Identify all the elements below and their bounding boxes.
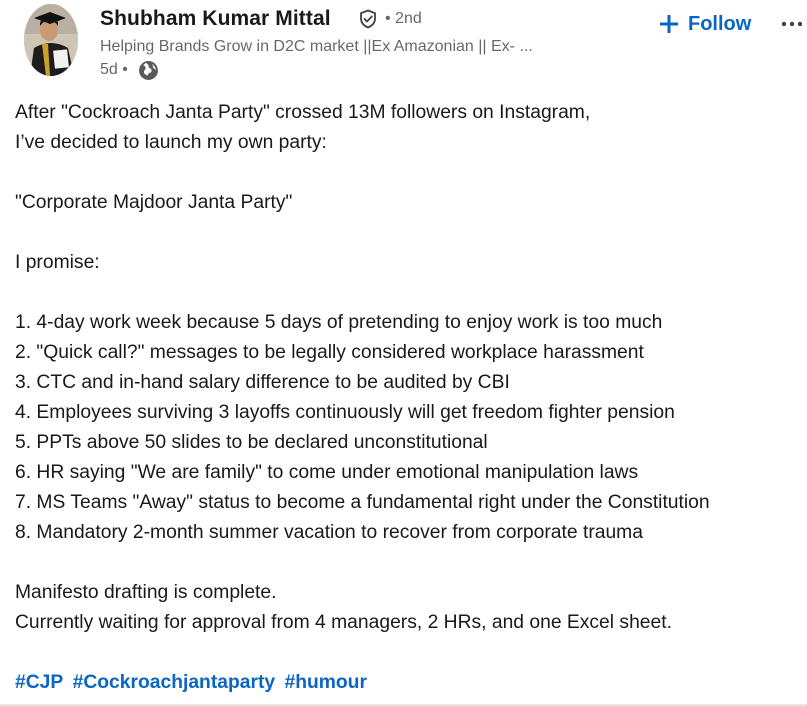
- globe-icon: [138, 60, 159, 81]
- post-text-line: After "Cockroach Janta Party" crossed 13M followers on Instagram,: [15, 102, 591, 123]
- promise-item: 7. MS Teams "Away" status to become a fundamental right under the Constitution: [15, 492, 710, 513]
- author-name[interactable]: Shubham Kumar Mittal: [100, 7, 331, 30]
- paragraph-spacer: [15, 548, 805, 578]
- promise-item: 8. Mandatory 2-month summer vacation to recover from corporate trauma: [15, 522, 643, 543]
- closing-line: Currently waiting for approval from 4 managers, 2 HRs, and one Excel sheet.: [15, 612, 672, 633]
- hashtag-list: [15, 668, 805, 698]
- party-name: "Corporate Majdoor Janta Party": [15, 192, 293, 213]
- promise-item: 4. Employees surviving 3 layoffs continuously will get freedom fighter pension: [15, 402, 675, 423]
- paragraph-spacer: [15, 278, 805, 308]
- follow-button[interactable]: [658, 9, 751, 39]
- paragraph-spacer: [15, 158, 805, 188]
- profile-photo: [24, 4, 78, 76]
- verified-shield-icon: [358, 9, 378, 29]
- promise-item: 3. CTC and in-hand salary difference to be audited by CBI: [15, 372, 510, 393]
- paragraph-spacer: [15, 638, 805, 668]
- promise-item: 2. "Quick call?" messages to be legally considered workplace harassment: [15, 342, 644, 363]
- plus-icon: [658, 13, 680, 35]
- promise-item: 6. HR saying "We are family" to come under emotional manipulation laws: [15, 462, 639, 483]
- connection-degree: • 2nd: [385, 10, 422, 27]
- promise-item: 1. 4-day work week because 5 days of pretending to enjoy work is too much: [15, 312, 663, 333]
- post-body: [15, 98, 805, 698]
- hashtag-link[interactable]: #Cockroachjantaparty: [72, 672, 276, 693]
- hashtag-link[interactable]: #CJP: [15, 672, 64, 693]
- follow-label: Follow: [688, 12, 752, 35]
- post-text-line: I’ve decided to launch my own party:: [15, 132, 327, 153]
- avatar[interactable]: [24, 4, 78, 76]
- paragraph-spacer: [15, 218, 805, 248]
- hashtag-link[interactable]: #humour: [284, 672, 367, 693]
- promise-intro: I promise:: [15, 252, 100, 273]
- closing-line: Manifesto drafting is complete.: [15, 582, 277, 603]
- promise-item: 5. PPTs above 50 slides to be declared unconstitutional: [15, 432, 488, 453]
- post-time: 5d •: [100, 61, 128, 78]
- author-headline: Helping Brands Grow in D2C market ||Ex Amazonian || Ex- ...: [100, 38, 533, 55]
- more-horizontal-icon[interactable]: [780, 14, 804, 34]
